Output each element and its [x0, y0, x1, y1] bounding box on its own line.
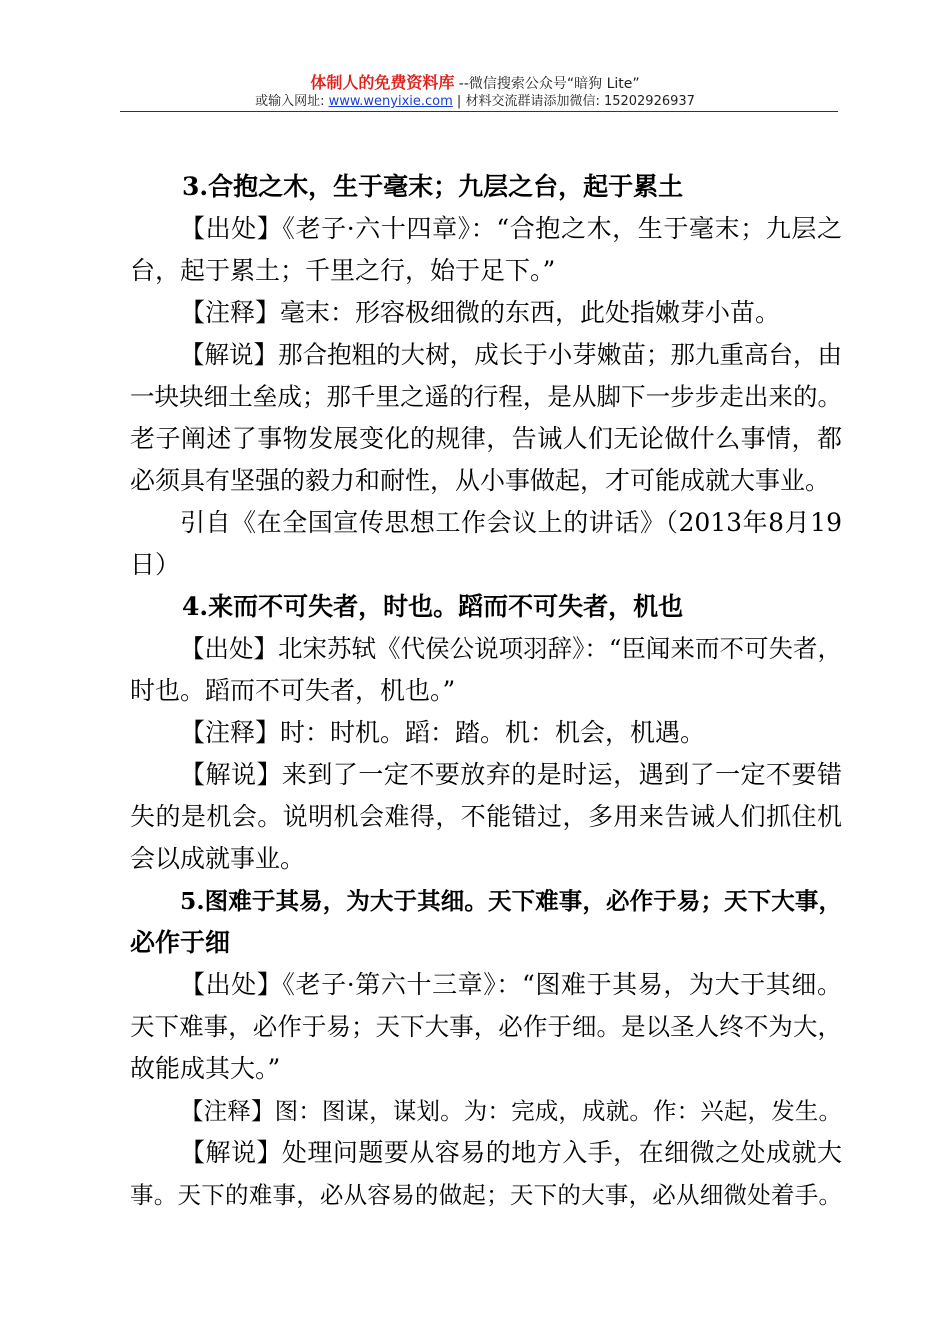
section-5-heading-line-2: 必作于细 — [130, 928, 231, 957]
header-brand: 体制人的免费资料库 — [310, 73, 455, 92]
header-line-1 — [0, 73, 950, 94]
header-tagline: --微信搜索公众号“暗狗 Lite” — [454, 76, 640, 92]
section-3-note: 【注释】毫末：形容极细微的东西，此处指嫩芽小苗。 — [180, 298, 781, 327]
section-3-explain-line-3: 老子阐述了事物发展变化的规律，告诫人们无论做什么事情，都 — [130, 424, 842, 453]
section-4-explain-line-3: 会以成就事业。 — [130, 844, 306, 873]
section-3-explain-line-1: 【解说】那合抱粗的大树，成长于小芽嫩苗；那九重高台，由 — [180, 340, 842, 369]
section-4-source-line-2: 时也。蹈而不可失者，机也。” — [130, 676, 456, 705]
section-3-source-line-1: 【出处】《老子·六十四章》：“合抱之木，生于毫末；九层之 — [180, 214, 842, 243]
section-5-explain-line-2: 事。天下的难事，必从容易的做起；天下的大事，必从细微处着手。 — [130, 1181, 842, 1209]
section-5-note: 【注释】图：图谋，谋划。为：完成，成就。作：兴起，发生。 — [180, 1097, 842, 1125]
section-4-heading: 4.来而不可失者，时也。蹈而不可失者，机也 — [182, 592, 684, 621]
header-url-prefix: 或输入网址: — [255, 94, 329, 109]
section-4-source-line-1: 【出处】北宋苏轼《代侯公说项羽辞》：“臣闻来而不可失者， — [180, 634, 842, 663]
header-line-2 — [0, 93, 950, 111]
section-4-explain-line-1: 【解说】来到了一定不要放弃的是时运，遇到了一定不要错 — [180, 760, 842, 789]
header-url-link[interactable]: www.wenyixie.com — [328, 94, 453, 109]
section-4-note: 【注释】时：时机。蹈：踏。机：机会，机遇。 — [180, 718, 706, 747]
section-5-heading-line-1: 5.图难于其易，为大于其细。天下难事，必作于易；天下大事， — [180, 887, 842, 915]
section-3-explain-line-4: 必须具有坚强的毅力和耐性，从小事做起，才可能成就大事业。 — [130, 466, 831, 495]
section-5-source-line-1: 【出处】《老子·第六十三章》：“图难于其易，为大于其细。 — [180, 970, 842, 999]
header-contact: | 材料交流群请添加微信: 15202926937 — [452, 94, 695, 109]
section-5-explain-line-1: 【解说】处理问题要从容易的地方入手，在细微之处成就大 — [180, 1138, 842, 1167]
section-3-explain-line-2: 一块块细土垒成；那千里之遥的行程，是从脚下一步步走出来的。 — [130, 382, 842, 411]
section-5-source-line-2: 天下难事，必作于易；天下大事，必作于细。是以圣人终不为大， — [130, 1012, 842, 1041]
section-4-explain-line-2: 失的是机会。说明机会难得，不能错过，多用来告诫人们抓住机 — [130, 802, 842, 831]
header-divider — [120, 111, 838, 112]
section-5-source-line-3: 故能成其大。” — [130, 1054, 281, 1083]
section-3-source-line-2: 台，起于累土；千里之行，始于足下。” — [130, 256, 556, 285]
section-3-heading: 3.合抱之木，生于毫末；九层之台，起于累土 — [182, 172, 684, 201]
section-3-citation-line-2: 日） — [130, 550, 181, 579]
section-3-citation-line-1: 引自《在全国宣传思想工作会议上的讲话》（2013年8月19 — [180, 508, 842, 537]
